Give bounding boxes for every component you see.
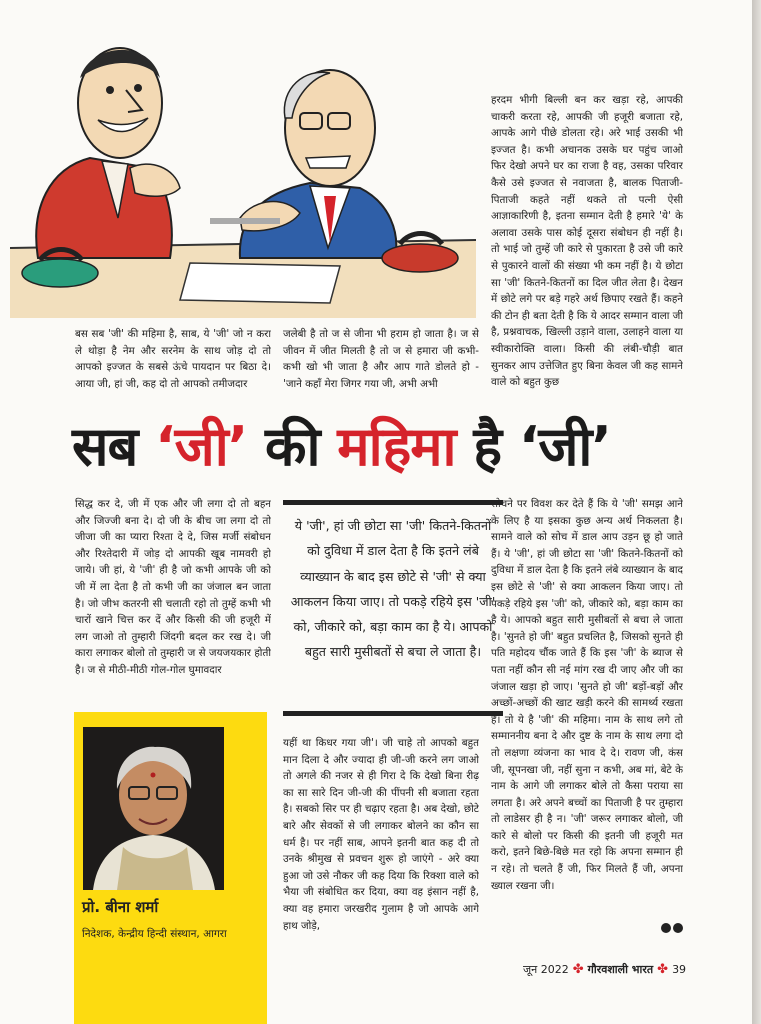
text-column-mid-left: बस सब 'जी' की महिमा है, साब, ये 'जी' जो न करा ले थोड़ा है नेम और सरनेम के साथ जोड़ दो तो आपको इज्जत के सबसे ऊंचे पायदान पर बिठा दे। आया जी, हां जी, कह दो तो आपको तमीजदार [75,328,271,390]
headline-part: है [455,415,519,478]
page-edge-shadow [752,0,761,1024]
headline [72,412,692,482]
text-column-top-right: हरदम भीगी बिल्ली बन कर खड़ा रहे, आपकी चाकरी करता रहे, आपकी जी हजूरी बजाता रहे, आपके आगे पीछे डोलता रहे। अरे भाई उसकी भी इज्जत है। कभी अचानक उसके घर पहुंच जाओ फिर देखो अपने घर का राजा है वह, उसका परिवार कैसे उसे इज्जत से नवाजता है, बालक पिताजी-पिताजी कहते नहीं थकते तो पत्नी ऐसी आज्ञाकारिणी है, इतना सम्मान देती है हमारे 'ये' के अलावा उसके पास कोई दूसरा संबोधन ही नहीं है। तो भाई जो तुम्हें जी कारे से पुकारता है उसे जी कारे से पुकारने वालों की संख्या भी कम नहीं है। ये छोटा सा 'जी' कितने-कितनों का दिल जीत लेता है। देखन में छोटे लगे पर बड़े गहरे अर्थ छिपाए रखते हैं। कहने की टोन ही बता देती है कि ये आदर सम्मान वाला जी है, प्रश्नवाचक, खिल्ली उड़ाने वाला, उलाहने वाला या स्वीकारोक्ति वाला। किसी की लंबी-चौड़ी बात सुनकर आप उत्तेजित हुए बिना केवल जी कह सामने वाले को बहुत कुछ [491,94,683,389]
headline-ji-highlight: ‘जी’ [155,415,248,478]
star-ornament-icon: ✤ [657,961,669,977]
text-column-mid-center: जलेबी है तो ज से जीना भी हराम हो जाता है। ज से जीवन में जीत मिलती है तो ज से हमारा जी कभी-कभी खो भी जाता है और आप गाते डोलते हो - 'जाने कहाँ मेरा जिगर गया जी, अभी अभी [283,328,479,390]
headline-ji-end: ‘जी’ [518,415,611,478]
pull-quote: ये 'जी', हां जी छोटा सा 'जी' कितने-कितनों को दुविधा में डाल देता है कि इतने लंबे व्याख्यान के बाद इस छोटे से 'जी' से क्या आकलन किया जाए। तो पकड़े रहिये इस 'जी' को, जीकारे को, बड़ा काम का है ये। आपको बहुत सारी मुसीबतों से बचा ले जाता है। [290,518,496,660]
text-column-bottom-center: यहीं था किधर गया जी'। जी चाहे तो आपको बहुत मान दिला दे और ज्यादा ही जी-जी करने लग जाओ तो अगले की नजर से ही गिरा दे कि देखो बिना रीढ़ का सा सारे दिन जी-जी की पींपनी सी बजाता रहता है। सबको सिर पर ही चढ़ाए रहता है। अब देखो, छोटे बारे और सेवकों से जी लगाकर बोलने का कौन सा धर्म है। पर नहीं साब, आपने इतनी बात कह दी तो उनके श्रीमुख से प्रवचन शुरू हो जाएंगे - अरे क्या हुआ जो उसे नौकर जी कह दिया कि रिक्शा वाले को भैया जी संबोधित कर दिया, क्या वह इंसान नहीं है, क्या वह हमारा जरखरीद गुलाम है जो आपके आगे हाथ जोड़े, [283,737,479,932]
end-of-article-dots-icon [660,922,684,934]
text-column-bottom-right: सोचने पर विवश कर देते हैं कि ये 'जी' समझ आने के लिए है या इसका कुछ अन्य अर्थ निकलता है। सामने वाले को सोच में डाल आप उड़न छू हो जाते हैं। ये 'जी', हां जी छोटा सा 'जी' कितने-कितनों को दुविधा में डाल देता है कि इतने लंबे व्याख्यान के बाद इस छोटे से 'जी' से क्या आकलन किया जाए। तो पकड़े रहिये इस 'जी' को, जीकारे को, बड़ा काम का है ये। आपको बहुत सारी मुसीबतों से बचा ले जाता है। 'सुनते हो जी' बहुत प्रचलित है, जिसको सुनते ही पति महोदय चौंक जाते हैं कि इस 'जी' के ब्याज से पता नहीं कौन सी नई मांग रख दी जाए और जी का जंजाल खड़ा हो जाए। 'सुनते हो जी' बड़ों-बड़ों और अच्छों-अच्छों की खाट खड़ी करने की सामर्थ्य रखता है। तो ये है 'जी' की महिमा। नाम के साथ लगे तो सम्माननीय बना दे और दुष्ट के नाम के साथ लगा दो तो लक्षणा व्यंजना का भाव दे दे। रावण जी, कंस जी, सूपनखा जी, नहीं सुना न कभी, अब मां, बेटे के नाम के आगे जी लगाकर बोले तो कैसा पराया सा लगता है। अरे अपने बच्चों का पिताजी है पर तुम्हारा तो लाडेसर ही है न। 'जी' जरूर लगाकर बोलो, जी कारे से बोलो पर किसी की इतनी जी हजूरी मत करो, इतने बिछे-बिछे मत रहो कि अपना सम्मान ही न रहे। तो चलते हैं जी, फिर मिलते हैं जी, अपना ख्याल रखना जी। [491,498,683,892]
author-designation: निदेशक, केन्द्रीय हिन्दी संस्थान, आगरा [82,928,227,940]
pull-quote-rule-bottom [283,711,503,716]
headline-part: की [247,415,338,478]
headline-part: सब [72,415,156,478]
page-footer [523,960,688,978]
pull-quote-rule-top [283,500,503,505]
footer-date: जून 2022 [523,962,569,976]
text-column-bottom-left: सिद्ध कर दे, जी में एक और जी लगा दो तो बहन और जिज्जी बना दे। दो जी के बीच जा लगा दो तो जीजा जी का प्यारा रिश्ता दे दे, जिस मर्जी संबोधन और रिश्तेदारी में जोड़ दो आपकी खूब नामवरी हो जाये। जी हां, ये 'जी' ही है जो कभी आपके जी को जी में ला देता है तो कभी जी का जंजाल बन जाता है। जो जीभ कतरनी सी चलाती रहो तो तुम्हें कभी भी चारों खाने चित्त कर दें और किसी की जी हजूरी में लग जाओ तो तुम्हारी जिंदगी बदल कर रख दे। जी कारा लगाकर बोलो तो तुम्हारी ज से जयजयकार होती है। ज से मीठी-मीठी गोल-गोल घुमावदार [75,498,271,676]
author-photo [83,727,224,890]
star-ornament-icon: ✤ [572,961,584,977]
author-name: प्रो. बीना शर्मा [82,898,159,916]
cartoon-illustration [10,18,476,318]
footer-magazine-name: गौरवशाली भारत [587,962,654,976]
headline-mahima-highlight: महिमा [337,415,456,478]
page-number: 39 [672,962,687,976]
